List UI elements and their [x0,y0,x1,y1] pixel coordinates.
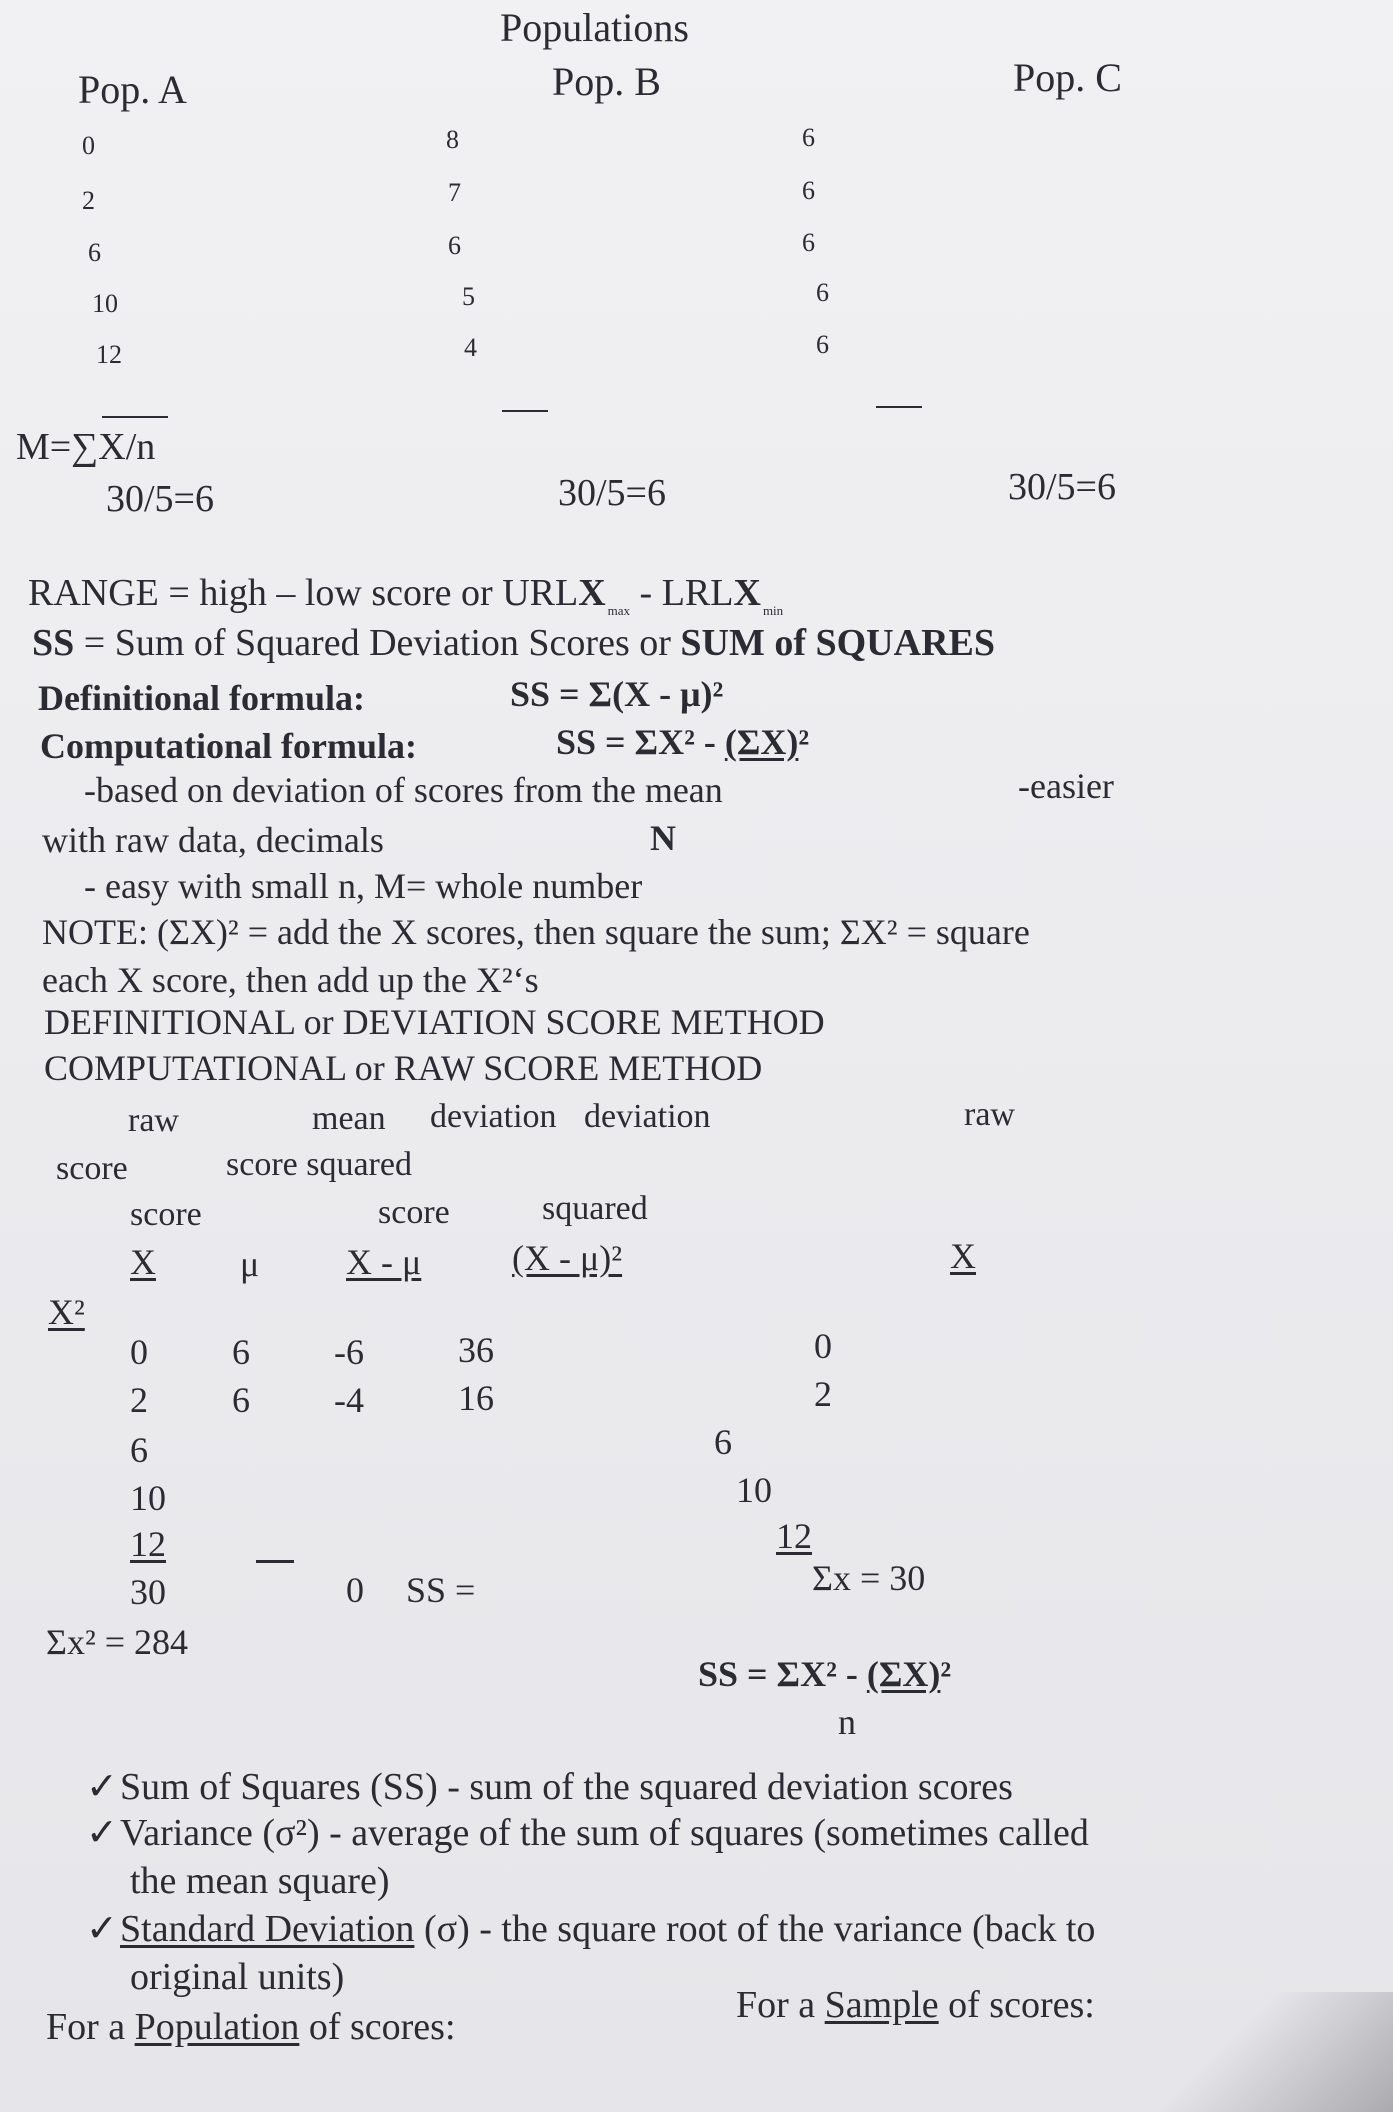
note-line: NOTE: (ΣX)² = add the X scores, then square the sum; ΣX² = square [42,912,1030,952]
def-dev-sq-value: 16 [458,1378,494,1418]
header-score: score [130,1196,202,1233]
col-mu: μ [240,1244,260,1284]
mean-a: 30/5=6 [106,478,214,520]
def-sum-x: 30 [130,1572,166,1612]
mean-formula: M=∑X/n [16,426,156,468]
def-x-value: 2 [130,1380,148,1420]
pop-c-value: 6 [816,278,829,307]
mean-b: 30/5=6 [558,472,666,514]
pop-a-value: 6 [88,238,101,267]
col-x: X [130,1242,156,1282]
def-x-value: 6 [130,1430,148,1470]
def-dev-value: -6 [334,1332,364,1372]
mean-c: 30/5=6 [1008,466,1116,508]
bullet-item-cont: the mean square) [130,1860,390,1902]
mean-bar-mark [876,406,922,408]
pop-c-label: Pop. C [1013,55,1122,100]
header-deviation: deviation [430,1098,557,1135]
header-score: score [56,1150,128,1187]
def-sum-dev: 0 [346,1570,364,1610]
overline-mark [102,416,168,418]
pop-b-value: 8 [446,125,459,154]
comp-x-value: 10 [736,1470,772,1510]
computational-label: Computational formula: [40,726,417,766]
pop-b-value: 4 [464,333,477,362]
sample-scores-line: For a Sample of scores: [736,1984,1095,2026]
comp-denominator: n [838,1702,856,1742]
comp-x-value: 0 [814,1326,832,1366]
pop-b-value: 7 [448,178,461,207]
comp-x-value: 12 [776,1516,812,1556]
page-title: Populations [500,5,689,50]
comp-x-value: 6 [714,1422,732,1462]
pop-b-value: 5 [462,282,475,311]
col-x-right: X [950,1236,976,1276]
note-line-right: -easier [1018,766,1114,806]
pop-c-value: 6 [802,123,815,152]
computational-denominator: N [650,818,676,858]
checkmark-icon: ✓ [86,1812,118,1854]
col-x-minus-mu: X - μ [346,1242,422,1282]
pop-b-value: 6 [448,231,461,260]
ss-definition: SS = Sum of Squared Deviation Scores or SUM of SQUARES [32,622,995,664]
header-mean: mean [312,1100,386,1137]
checkmark-icon: ✓ [86,1766,118,1808]
def-mu-value: 6 [232,1380,250,1420]
method-line: COMPUTATIONAL or RAW SCORE METHOD [44,1048,763,1088]
pop-b-label: Pop. B [552,59,661,104]
pop-a-value: 2 [82,186,95,215]
pop-c-value: 6 [802,228,815,257]
def-x-value: 0 [130,1332,148,1372]
method-line: DEFINITIONAL or DEVIATION SCORE METHOD [44,1002,825,1042]
note-line: with raw data, decimals [42,820,384,860]
comp-x-value: 2 [814,1374,832,1414]
def-dev-value: -4 [334,1380,364,1420]
comp-formula: SS = ΣX² - (ΣX)² [698,1654,952,1694]
pop-a-label: Pop. A [78,67,187,112]
corner-shadow [1113,1992,1393,2112]
def-dev-sq-value: 36 [458,1330,494,1370]
header-deviation: deviation [584,1098,711,1135]
pop-c-value: 6 [816,330,829,359]
bullet-item: ✓Sum of Squares (SS) - sum of the squared deviation scores [86,1766,1013,1808]
def-sum-x2: Σx² = 284 [46,1622,189,1662]
header-score: score [378,1194,450,1231]
bullet-item: ✓Variance (σ²) - average of the sum of squares (sometimes called [86,1812,1089,1854]
pop-c-value: 6 [802,176,815,205]
bullet-item-cont: original units) [130,1956,345,1998]
header-score-squared: score squared [226,1146,412,1183]
header-raw: raw [128,1102,179,1139]
bullet-item: ✓Standard Deviation (σ) - the square root of the variance (back to [86,1908,1096,1950]
header-squared: squared [542,1190,648,1227]
pop-a-value: 10 [92,289,118,318]
population-scores-line: For a Population of scores: [46,2006,456,2048]
col-x-minus-mu-squared: (X - μ)² [512,1238,623,1278]
note-line: -based on deviation of scores from the mean [84,770,723,810]
def-mu-value: 6 [232,1332,250,1372]
computational-formula: SS = ΣX² - (ΣX)² [556,722,810,762]
note-line: - easy with small n, M= whole number [84,866,643,906]
checkmark-icon: ✓ [86,1908,118,1950]
def-x-value: 10 [130,1478,166,1518]
sum-bar-mark [256,1560,294,1563]
definitional-formula: SS = Σ(X - μ)² [510,674,724,714]
range-line: RANGE = high – low score or URLX $_{max}$ - LRLX $_{min}$ [28,572,784,618]
pop-a-value: 12 [96,340,122,369]
col-x2: X² [48,1292,85,1332]
def-ss-label: SS = [406,1570,476,1610]
definitional-label: Definitional formula: [38,678,365,718]
def-x-value: 12 [130,1524,166,1564]
mean-bar-mark [502,410,548,412]
header-raw-right: raw [964,1096,1015,1133]
note-line: each X score, then add up the X²‘s [42,960,539,1000]
pop-a-value: 0 [82,131,95,160]
comp-sum: Σx = 30 [812,1558,926,1598]
